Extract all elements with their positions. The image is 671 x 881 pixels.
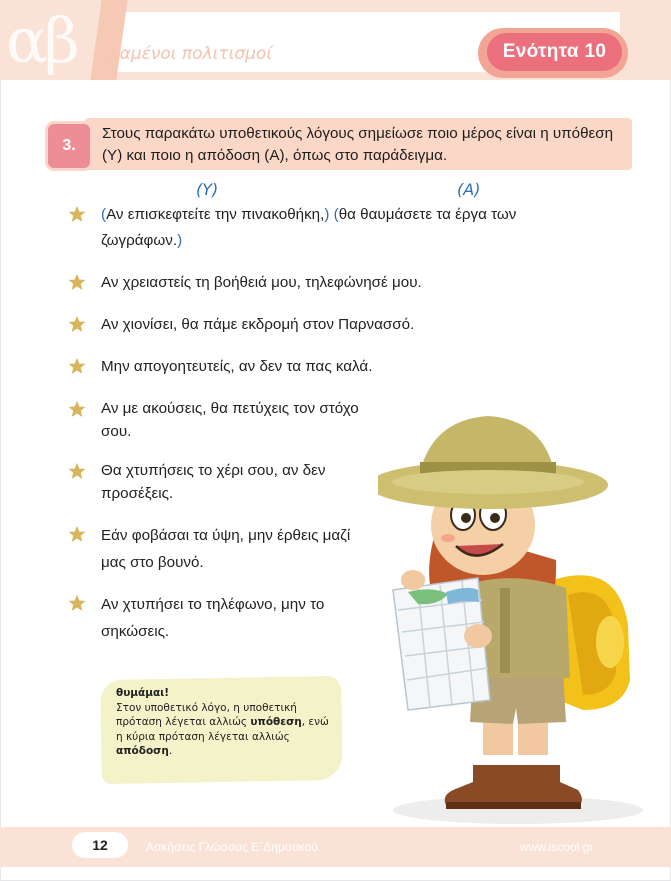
example-sentence (68, 202, 568, 258)
star-icon (68, 525, 86, 543)
sentence-text: Μην απογοητευτείς, αν δεν τα πας καλά. (101, 358, 373, 375)
paren-open-1: ( (101, 206, 107, 223)
example-apodosis-cont: ζωγράφων. (101, 232, 178, 249)
reminder-text-1: Στον υποθετικό λόγο, η υποθετική πρόταση λέγεται αλλιώς (116, 701, 297, 728)
reminder-text-3: . (168, 745, 173, 757)
star-icon (68, 205, 86, 223)
star-icon (68, 357, 86, 375)
reminder-title: θυμάμαι! (116, 687, 170, 699)
chapter-title: Χαμένοι πολιτισμοί (108, 44, 273, 64)
page-number: 12 (72, 832, 128, 858)
star-icon (68, 594, 86, 612)
sentence-text: Αν χιονίσει, θα πάμε εκδρομή στον Παρνασσό. (101, 316, 415, 333)
star-icon (68, 315, 86, 333)
sentence-text-cont: σου. (101, 423, 132, 440)
reminder-term-2: απόδοση (116, 745, 169, 757)
example-apodosis: θα θαυμάσετε τα έργα των (338, 206, 517, 223)
sentence-text: Αν με ακούσεις, θα πετύχεις τον στόχο (101, 400, 359, 417)
unit-badge: Ενότητα 10 (487, 33, 622, 71)
book-title: Ασκήσεις Γλώσσας Ε΄Δημοτικού (146, 840, 318, 854)
reminder-text (116, 686, 336, 759)
sentence-text-cont: προσέξεις. (101, 485, 174, 502)
header-corner (620, 0, 671, 80)
example-hypothesis: Αν επισκεφτείτε την πινακοθήκη, (106, 206, 325, 223)
star-icon (68, 273, 86, 291)
paren-close-1: ) (324, 206, 330, 223)
logo: αβ (6, 4, 76, 77)
paren-open-2: ( (333, 206, 339, 223)
task-instruction: Στους παρακάτω υποθετικούς λόγους σημείωσε ποιο μέρος είναι η υπόθεση (Υ) και ποιο η απόδοση (Α), όπως στο παράδειγμα. (102, 125, 614, 164)
website-link[interactable]: www.iscool.gr (520, 840, 594, 854)
explorer-girl-illustration (378, 410, 648, 830)
reminder-text-2: , ενώ η κύρια πρόταση λέγεται αλλιώς (116, 716, 329, 743)
star-icon (68, 462, 86, 480)
sentence-text-cont: μας στο βουνό. (101, 554, 204, 571)
paren-close-2: ) (177, 232, 183, 249)
hypothesis-label: (Υ) (196, 180, 219, 199)
sentence-text: Αν χρειαστείς τη βοήθειά μου, τηλεφώνησέ μου. (101, 274, 422, 291)
sentence-text-cont: σηκώσεις. (101, 623, 170, 640)
apodosis-label: (Α) (457, 180, 481, 199)
task-number: 3. (48, 124, 90, 168)
reminder-term-1: υπόθεση (250, 716, 302, 728)
sentence-text: Εάν φοβάσαι τα ύψη, μην έρθεις μαζί (101, 527, 351, 544)
star-icon (68, 400, 86, 418)
sentence-text: Θα χτυπήσεις το χέρι σου, αν δεν (101, 462, 326, 479)
sentence-text: Αν χτυπήσει το τηλέφωνο, μην το (101, 596, 325, 613)
